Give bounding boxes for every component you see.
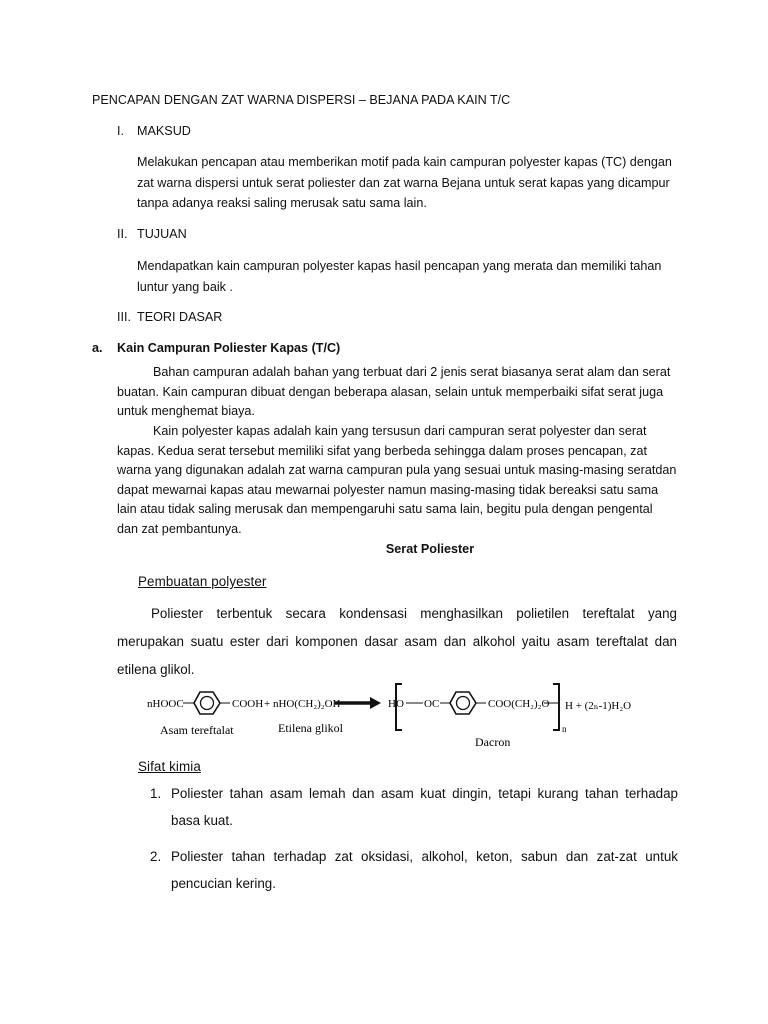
text-line: buatan. Kain campuran dibuat dengan beberapa alasan, selain untuk memperbaiki sifat serat juga xyxy=(117,384,664,399)
paragraph-kain-polyester xyxy=(117,422,677,539)
section-heading-tujuan: TUJUAN xyxy=(137,227,187,241)
subsection-number: a. xyxy=(92,341,103,355)
benzene-ring-icon xyxy=(450,692,476,714)
repeat-unit-subscript: n xyxy=(562,724,567,734)
product-end: COO(CH₂)₂O xyxy=(488,698,550,710)
text-line: Kain polyester kapas adalah kain yang tersusun dari campuran serat polyester dan serat xyxy=(153,424,647,438)
polyester-reaction-scheme xyxy=(140,680,640,750)
text-line: Mendapatkan kain campuran polyester kapas hasil pencapan yang merata dan memiliki tahan xyxy=(137,259,662,273)
text-line: dapat mewarnai kapas atau mewarnai polyester namun masing-masing tidak bereaksi satu sama xyxy=(117,482,659,497)
text-line: luntur yang baik . xyxy=(137,279,233,294)
list-item-text: Poliester tahan asam lemah dan asam kuat dingin, tetapi kurang tahan terhadap basa kuat. xyxy=(171,786,678,828)
text-line: merupakan suatu ester dari komponen dasar asam dan alkohol yaitu asam tereftalat dan xyxy=(117,634,677,649)
sifat-kimia-heading: Sifat kimia xyxy=(138,759,201,774)
reactant-ethylene-glycol: + nHO(CH₂)₂OH xyxy=(264,698,341,710)
text-line: Melakukan pencapan atau memberikan motif pada kain campuran polyester kapas (TC) dengan xyxy=(137,155,672,169)
text-line: etilena glikol. xyxy=(117,662,195,677)
document-title: PENCAPAN DENGAN ZAT WARNA DISPERSI – BEJANA PADA KAIN T/C xyxy=(92,93,511,107)
serat-poliester-heading: Serat Poliester xyxy=(385,542,475,556)
text-line: dan zat pembantunya. xyxy=(117,521,242,536)
text-line: untuk menghemat biaya. xyxy=(117,404,255,418)
list-item xyxy=(150,780,678,834)
tujuan-paragraph xyxy=(137,256,677,297)
text-line: warna yang digunakan adalah zat warna campuran pula yang sesuai untuk masing-masing seratdan xyxy=(117,463,677,477)
text-line: Bahan campuran adalah bahan yang terbuat dari 2 jenis serat biasanya serat alam dan serat xyxy=(153,365,671,379)
list-item-number: 1. xyxy=(150,786,162,801)
text-line: zat warna dispersi untuk serat poliester dan zat warna Bejana untuk serat kapas yang dicampur xyxy=(137,175,670,190)
list-item-text: Poliester tahan terhadap zat oksidasi, alkohol, keton, sabun dan zat-zat untuk pencucian kering. xyxy=(171,849,678,891)
label-dacron: Dacron xyxy=(475,735,511,749)
maksud-paragraph xyxy=(137,152,677,214)
section-number-tujuan: II. xyxy=(117,227,128,241)
right-bracket-icon xyxy=(553,684,559,730)
reactant-terephthalic-start: nHOOC xyxy=(147,698,184,710)
reactant-terephthalic-end: COOH xyxy=(232,698,264,710)
list-item-number: 2. xyxy=(150,849,162,864)
byproduct-water: H + (2ₙ-1)H₂O xyxy=(565,700,632,712)
label-etilena-glikol: Etilena glikol xyxy=(278,721,343,735)
text-line: Poliester terbentuk secara kondensasi menghasilkan polietilen tereftalat yang xyxy=(151,606,677,621)
text-line: tanpa adanya reaksi saling merusak satu sama lain. xyxy=(137,196,427,210)
section-number-teori: III. xyxy=(117,310,131,324)
benzene-ring-icon xyxy=(194,692,220,714)
text-line: kapas. Kedua serat tersebut memiliki sifat yang berbeda sehingga dalam proses pencapan, zat xyxy=(117,443,647,458)
section-heading-maksud: MAKSUD xyxy=(137,124,191,138)
label-asam-tereftalat: Asam tereftalat xyxy=(160,723,234,737)
text-line: lain atau tidak saling merusak dan mempengaruhi satu sama lain, begitu pula dengan pengental xyxy=(117,502,653,516)
paragraph-pembuatan xyxy=(117,600,677,684)
section-number-maksud: I. xyxy=(117,124,124,138)
product-oc: OC xyxy=(424,698,440,710)
list-item xyxy=(150,843,678,897)
reaction-arrow-icon xyxy=(335,697,381,709)
paragraph-bahan-campuran xyxy=(117,363,677,422)
product-start: HO xyxy=(388,698,404,710)
subsection-title: Kain Campuran Poliester Kapas (T/C) xyxy=(117,341,341,355)
pembuatan-heading: Pembuatan polyester xyxy=(138,574,267,589)
section-heading-teori: TEORI DASAR xyxy=(137,310,223,324)
